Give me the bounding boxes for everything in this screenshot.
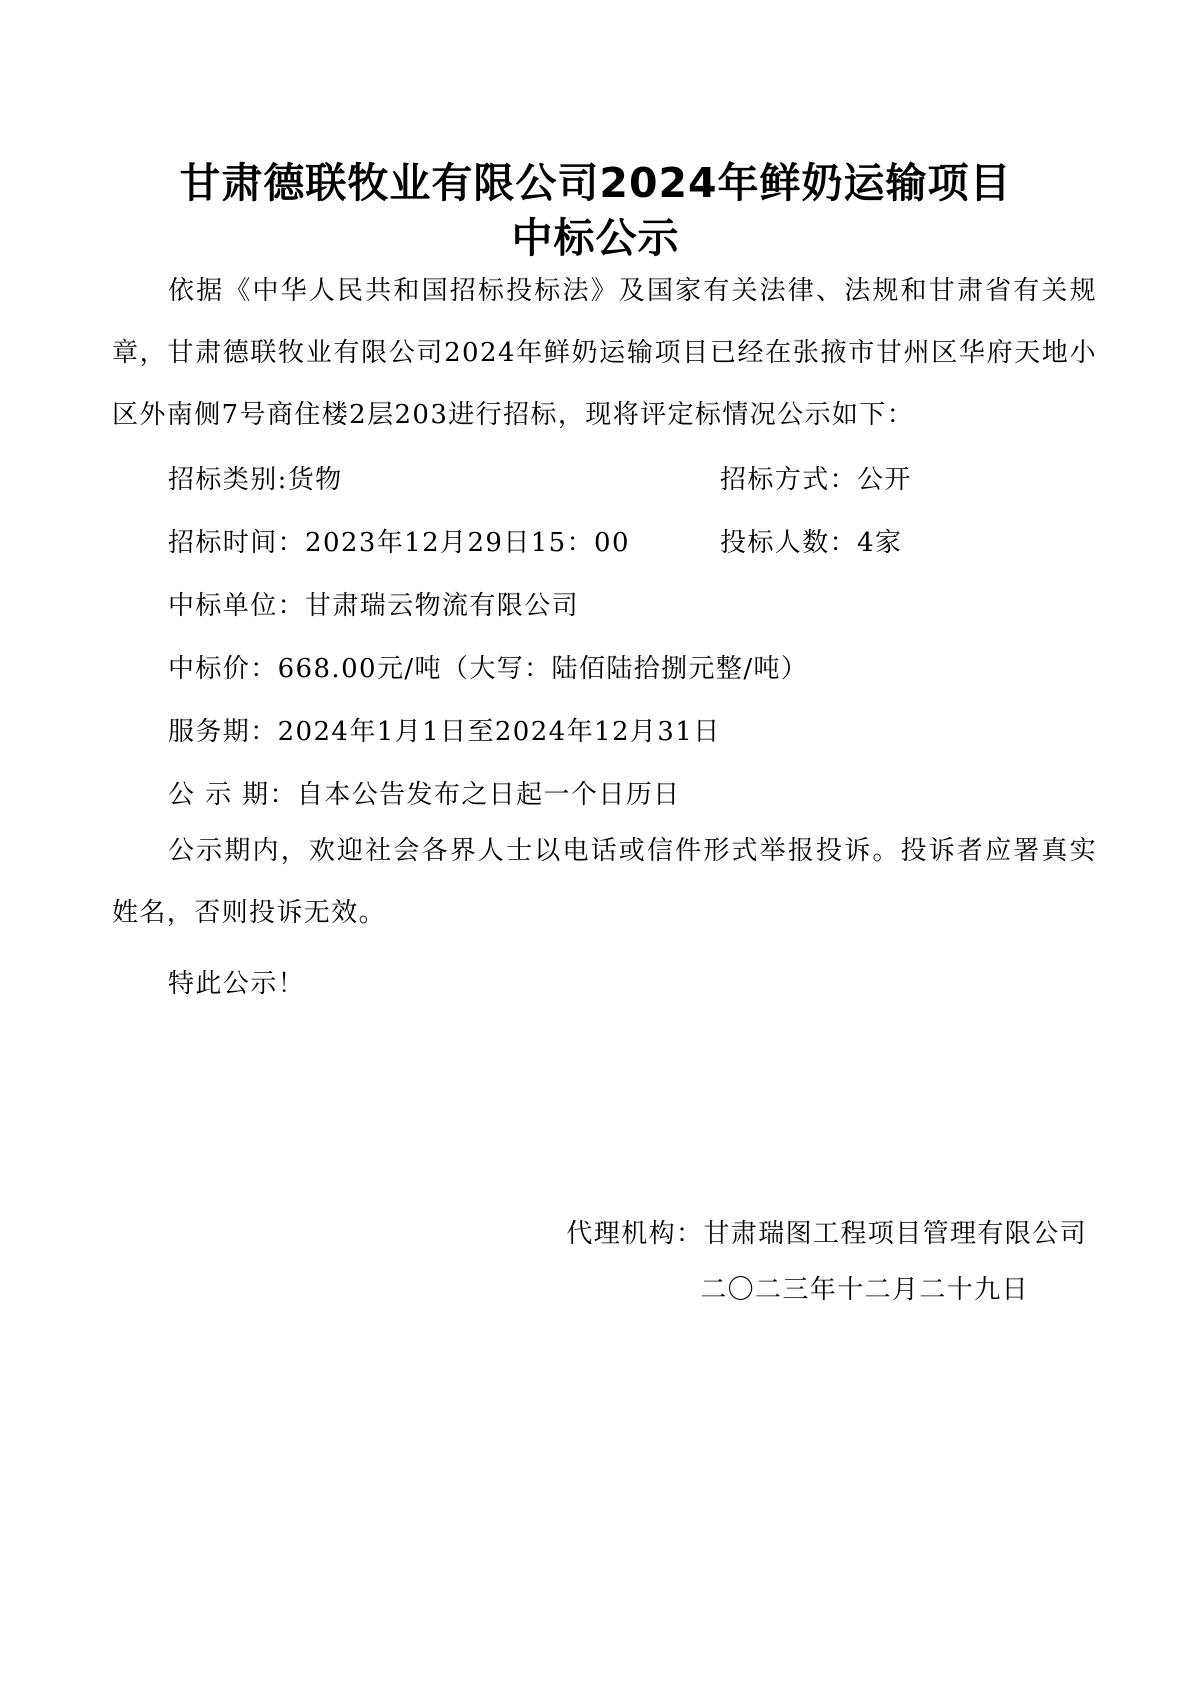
publicity-period: 公 示 期：自本公告发布之日起一个日历日 xyxy=(168,780,681,810)
winning-bidder: 中标单位：甘肃瑞云物流有限公司 xyxy=(168,591,580,621)
winning-price: 中标价：668.00元/吨（大写：陆佰陆拾捌元整/吨） xyxy=(168,654,809,684)
signature-date: 二〇二三年十二月二十九日 xyxy=(700,1275,1029,1305)
bid-time: 招标时间：2023年12月29日15：00 xyxy=(168,528,630,558)
document-title: 甘肃德联牧业有限公司2024年鲜奶运输项目 xyxy=(179,159,1012,207)
document-subtitle: 中标公示 xyxy=(511,214,680,262)
service-period: 服务期：2024年1月1日至2024年12月31日 xyxy=(168,717,721,747)
agency-signature: 代理机构：甘肃瑞图工程项目管理有限公司 xyxy=(566,1219,1087,1249)
intro-paragraph: 依据《中华人民共和国招标投标法》及国家有关法律、法规和甘肃省有关规章，甘肃德联牧业有限公司2024年鲜奶运输项目已经在张掖市甘州区华府天地小区外南侧7号商住楼2层203进行招标，现将评定标情况公示如下： xyxy=(112,276,1097,430)
bidder-count: 投标人数：4家 xyxy=(720,528,903,558)
complaint-paragraph: 公示期内，欢迎社会各界人士以电话或信件形式举报投诉。投诉者应署真实姓名，否则投诉无效。 xyxy=(112,836,1097,928)
closing-statement: 特此公示！ xyxy=(168,969,306,999)
bid-category: 招标类别:货物 xyxy=(168,465,343,495)
bid-method: 招标方式：公开 xyxy=(720,465,912,495)
